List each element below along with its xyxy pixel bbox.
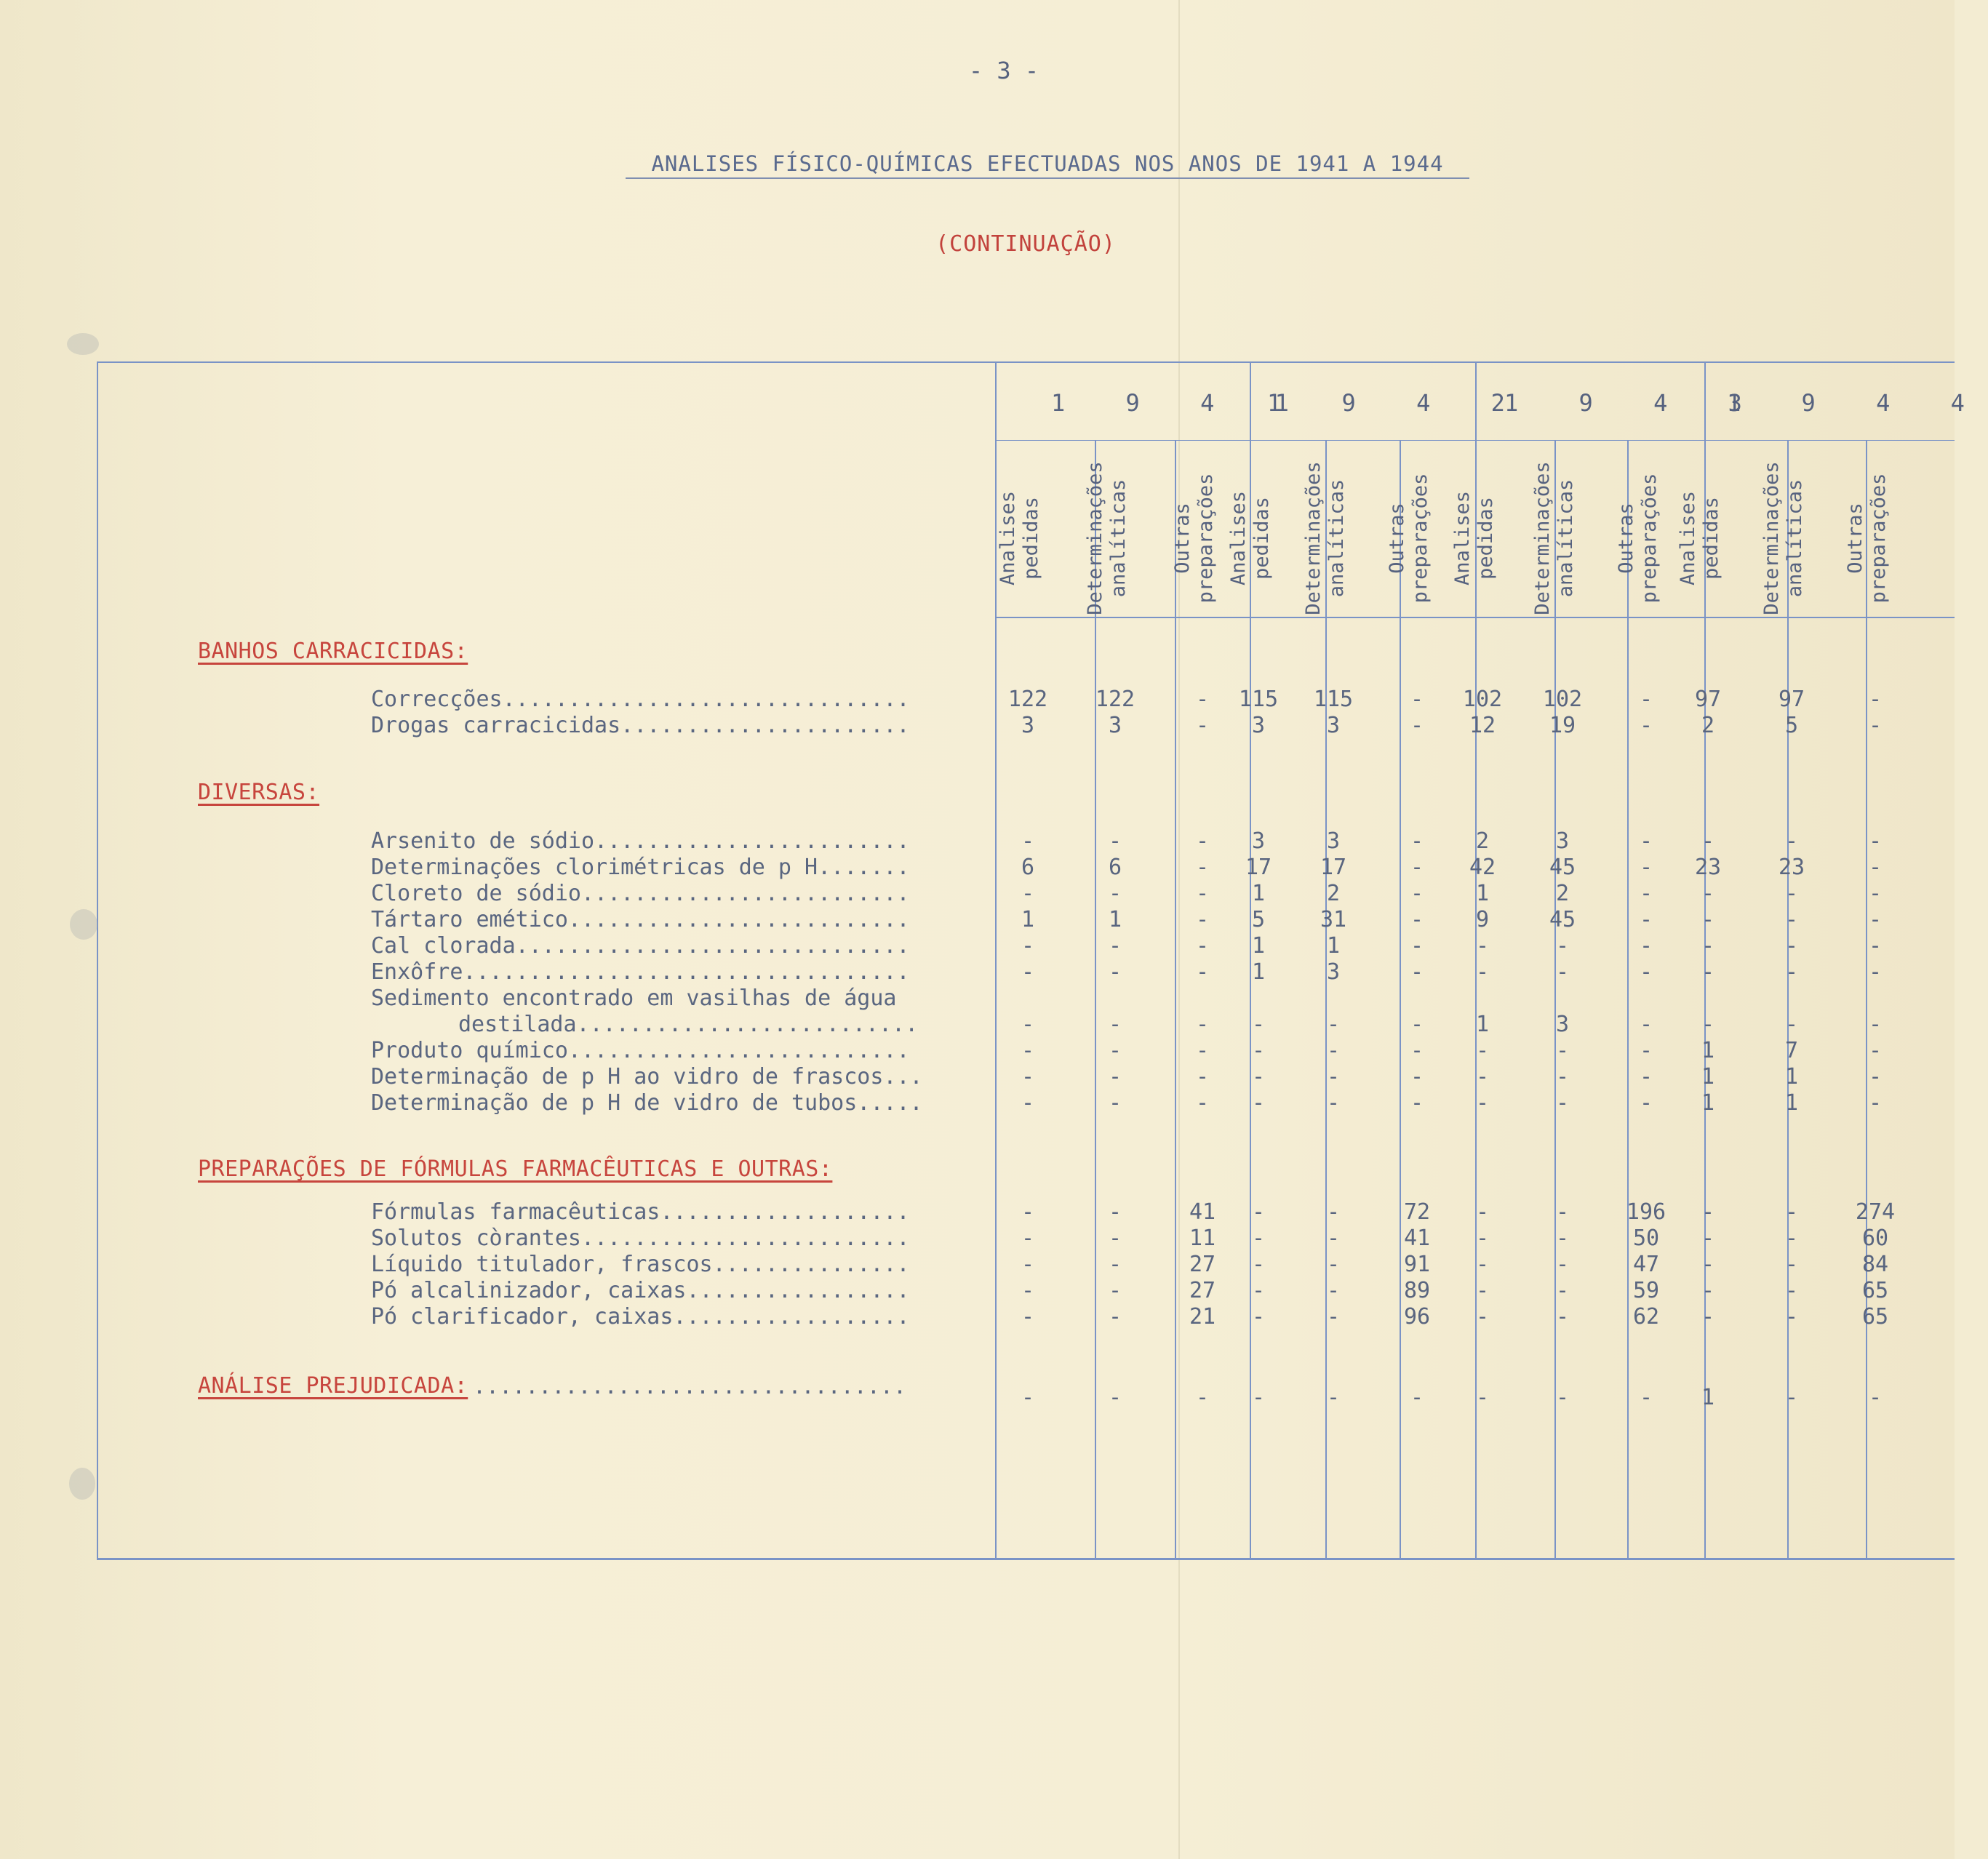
table-cell: 196 [1626, 1199, 1666, 1225]
table-cell: - [1326, 1038, 1341, 1063]
table-cell: - [1475, 959, 1490, 985]
table-cell: - [1108, 1385, 1122, 1410]
table-cell: - [1021, 1064, 1035, 1090]
column-header-line2: preparações [1409, 473, 1432, 604]
table-cell: - [1021, 1252, 1035, 1277]
table-cell: - [1555, 1278, 1570, 1303]
table-cell: 7 [1784, 1038, 1799, 1063]
table-cell: 1 [1021, 907, 1035, 932]
table-cell: - [1195, 907, 1210, 932]
table-cell: - [1868, 713, 1883, 738]
year-1944-header: 1 9 4 4 [1727, 389, 1988, 417]
table-cell: - [1251, 1199, 1266, 1225]
table-cell: 274 [1855, 1199, 1896, 1225]
table-cell: - [1868, 959, 1883, 985]
row-label: Drogas carracicidas...................... [371, 713, 910, 738]
table-cell: - [1195, 1038, 1210, 1063]
table-cell: - [1701, 1226, 1715, 1251]
table-cell: - [1784, 1304, 1799, 1330]
section-heading: DIVERSAS: [198, 780, 320, 805]
table-cell: - [1410, 959, 1424, 985]
table-cell: - [1639, 713, 1653, 738]
table-cell: 2 [1701, 713, 1715, 738]
row-label: Cal clorada.............................. [371, 933, 910, 959]
table-cell: - [1639, 933, 1653, 959]
row-label: Líquido titulador, frascos............... [371, 1252, 910, 1277]
table-cell: - [1410, 687, 1424, 712]
table-cell: - [1475, 1304, 1490, 1330]
table-cell: - [1868, 1090, 1883, 1116]
table-cell: 11 [1189, 1226, 1216, 1251]
table-cell: 1 [1326, 933, 1341, 959]
table-cell: - [1021, 1304, 1035, 1330]
column-header-line1: Outras [1615, 503, 1637, 574]
column-header [1451, 451, 1498, 625]
table-cell: 1 [1701, 1090, 1715, 1116]
table-cell: - [1195, 959, 1210, 985]
table-cell: 2 [1326, 881, 1341, 906]
table-cell: - [1108, 1090, 1122, 1116]
table-cell: - [1701, 1199, 1715, 1225]
table-cell: - [1021, 881, 1035, 906]
table-cell: 115 [1313, 687, 1354, 712]
table-cell: 65 [1861, 1304, 1889, 1330]
table-cell: 1 [1701, 1385, 1715, 1410]
table-cell: - [1410, 933, 1424, 959]
table-cell: - [1021, 959, 1035, 985]
row-label: Cloreto de sódio......................... [371, 881, 910, 906]
section-heading: ANÁLISE PREJUDICADA: [198, 1373, 468, 1399]
table-cell: - [1410, 1064, 1424, 1090]
table-cell: - [1410, 828, 1424, 854]
table-cell: - [1108, 1226, 1122, 1251]
table-cell: 3 [1251, 828, 1266, 854]
column-header [1386, 451, 1432, 625]
column-header-line1: Analises [1227, 490, 1250, 586]
table-cell: - [1868, 687, 1883, 712]
table-cell: 2 [1475, 828, 1490, 854]
row-label: Tártaro emético.......................... [371, 907, 910, 932]
column-header-line1: Analises [997, 490, 1019, 586]
table-cell: - [1555, 1090, 1570, 1116]
table-cell: - [1475, 1278, 1490, 1303]
table-cell: 42 [1469, 855, 1496, 880]
table-cell: - [1251, 1012, 1266, 1037]
table-cell: - [1868, 828, 1883, 854]
table-cell: - [1108, 881, 1122, 906]
table-cell: 97 [1694, 687, 1722, 712]
table-cell: - [1021, 1012, 1035, 1037]
table-cell: - [1108, 1038, 1122, 1063]
table-cell: - [1784, 933, 1799, 959]
table-cell: - [1868, 1012, 1883, 1037]
table-cell: - [1021, 1038, 1035, 1063]
table-cell: - [1475, 933, 1490, 959]
table-cell: - [1195, 1385, 1210, 1410]
section-heading: PREPARAÇÕES DE FÓRMULAS FARMACÊUTICAS E OUTRAS: [198, 1156, 833, 1182]
table-cell: - [1326, 1012, 1341, 1037]
table-cell: - [1475, 1090, 1490, 1116]
table-cell: 45 [1549, 907, 1576, 932]
table-cell: - [1639, 1385, 1653, 1410]
table-cell: 60 [1861, 1226, 1889, 1251]
table-cell: - [1784, 1252, 1799, 1277]
table-cell: - [1639, 1064, 1653, 1090]
table-bottom-border [97, 1558, 1955, 1560]
table-cell: - [1868, 933, 1883, 959]
table-cell: - [1475, 1199, 1490, 1225]
table-cell: - [1108, 1278, 1122, 1303]
table-cell: - [1410, 1090, 1424, 1116]
section-leader-dots: ................................. [473, 1374, 907, 1399]
table-cell: 122 [1007, 687, 1048, 712]
table-cell: 47 [1632, 1252, 1660, 1277]
table-cell: 27 [1189, 1278, 1216, 1303]
table-cell: - [1555, 933, 1570, 959]
column-header-line1: Outras [1844, 503, 1867, 574]
table-cell: - [1701, 1278, 1715, 1303]
table-cell: - [1021, 828, 1035, 854]
table-cell: - [1251, 1064, 1266, 1090]
table-cell: 31 [1320, 907, 1347, 932]
table-cell: - [1639, 1012, 1653, 1037]
table-cell: - [1555, 1064, 1570, 1090]
table-cell: - [1410, 881, 1424, 906]
table-cell: - [1475, 1252, 1490, 1277]
table-cell: - [1108, 1012, 1122, 1037]
paper-stain [69, 1468, 95, 1500]
table-cell: - [1701, 1012, 1715, 1037]
table-cell: - [1108, 1304, 1122, 1330]
table-cell: 3 [1326, 713, 1341, 738]
row-label: Correcções............................... [371, 687, 910, 712]
column-header [1227, 451, 1274, 625]
table-cell: 5 [1251, 907, 1266, 932]
table-cell: - [1326, 1090, 1341, 1116]
table-cell: 97 [1778, 687, 1805, 712]
table-top-border [97, 361, 1955, 363]
column-header-line1: Determinações [1531, 461, 1554, 615]
table-cell: 62 [1632, 1304, 1660, 1330]
table-cell: 27 [1189, 1252, 1216, 1277]
table-cell: 96 [1403, 1304, 1431, 1330]
row-label: Determinação de p H de vidro de tubos..... [371, 1090, 923, 1116]
table-cell: - [1784, 828, 1799, 854]
table-cell: 6 [1021, 855, 1035, 880]
table-cell: 3 [1251, 713, 1266, 738]
column-header-line2: preparações [1194, 473, 1217, 604]
column-header-line1: Outras [1386, 503, 1408, 574]
page-subtitle: (CONTINUAÇÃO) [935, 231, 1116, 257]
table-cell: - [1326, 1064, 1341, 1090]
table-cell: - [1326, 1385, 1341, 1410]
column-header-line1: Determinações [1760, 461, 1783, 615]
table-cell: 3 [1326, 828, 1341, 854]
table-cell: - [1108, 1252, 1122, 1277]
column-header [997, 451, 1043, 625]
year-1941-header: 1 9 4 1 [1051, 389, 1312, 417]
table-cell: - [1555, 1199, 1570, 1225]
table-cell: - [1639, 907, 1653, 932]
column-header-line2: analíticas [1325, 479, 1348, 598]
table-cell: 89 [1403, 1278, 1431, 1303]
table-cell: - [1251, 1090, 1266, 1116]
column-header [1760, 451, 1807, 625]
column-header [1302, 451, 1349, 625]
table-cell: 102 [1542, 687, 1583, 712]
table-cell: - [1639, 687, 1653, 712]
table-cell: - [1195, 713, 1210, 738]
table-cell: 1 [1784, 1064, 1799, 1090]
table-cell: 5 [1784, 713, 1799, 738]
table-cell: 19 [1549, 713, 1576, 738]
table-cell: - [1639, 828, 1653, 854]
table-cell: - [1326, 1199, 1341, 1225]
table-cell: - [1784, 1385, 1799, 1410]
row-label: Pó clarificador, caixas.................. [371, 1304, 910, 1330]
table-cell: - [1021, 933, 1035, 959]
table-cell: 91 [1403, 1252, 1431, 1277]
table-cell: - [1410, 855, 1424, 880]
table-cell: - [1195, 881, 1210, 906]
table-cell: 1 [1251, 933, 1266, 959]
table-cell: - [1410, 1038, 1424, 1063]
table-cell: 102 [1462, 687, 1503, 712]
table-cell: 72 [1403, 1199, 1431, 1225]
table-cell: - [1701, 828, 1715, 854]
table-cell: - [1251, 1278, 1266, 1303]
table-cell: 65 [1861, 1278, 1889, 1303]
table-left-border [97, 361, 98, 1559]
table-cell: - [1108, 828, 1122, 854]
column-header-line2: pedidas [1700, 497, 1722, 580]
table-cell: - [1251, 1226, 1266, 1251]
table-cell: 23 [1778, 855, 1805, 880]
year-1943-header: 1 9 4 3 [1504, 389, 1765, 417]
table-cell: - [1475, 1038, 1490, 1063]
table-cell: - [1555, 1252, 1570, 1277]
table-cell: - [1251, 1385, 1266, 1410]
row-label-continuation: destilada.......................... [458, 1012, 919, 1037]
column-header [1844, 451, 1891, 625]
table-cell: - [1868, 907, 1883, 932]
table-cell: - [1701, 1252, 1715, 1277]
table-cell: - [1410, 1012, 1424, 1037]
column-header-line2: pedidas [1250, 497, 1273, 580]
table-cell: - [1639, 881, 1653, 906]
page-number: - 3 - [968, 57, 1039, 84]
table-cell: - [1784, 907, 1799, 932]
table-cell: - [1475, 1385, 1490, 1410]
table-cell: - [1639, 855, 1653, 880]
table-cell: 23 [1694, 855, 1722, 880]
table-cell: - [1326, 1252, 1341, 1277]
table-cell: 3 [1555, 828, 1570, 854]
column-header-line1: Analises [1451, 490, 1474, 586]
table-cell: - [1784, 881, 1799, 906]
table-cell: 1 [1251, 881, 1266, 906]
table-cell: - [1410, 713, 1424, 738]
table-cell: 3 [1555, 1012, 1570, 1037]
column-header [1677, 451, 1723, 625]
table-cell: - [1701, 959, 1715, 985]
year-1942-header: 1 9 4 2 [1267, 389, 1528, 417]
table-cell: 1 [1701, 1038, 1715, 1063]
table-cell: - [1326, 1304, 1341, 1330]
table-cell: 115 [1238, 687, 1279, 712]
table-cell: 6 [1108, 855, 1122, 880]
row-label: Solutos còrantes......................... [371, 1226, 910, 1251]
table-cell: - [1784, 1278, 1799, 1303]
table-cell: - [1251, 1252, 1266, 1277]
table-cell: 12 [1469, 713, 1496, 738]
table-cell: - [1555, 1385, 1570, 1410]
table-cell: - [1108, 959, 1122, 985]
row-label: Produto químico.......................... [371, 1038, 910, 1063]
column-header-line2: preparações [1867, 473, 1890, 604]
table-cell: - [1021, 1385, 1035, 1410]
table-cell: 1 [1108, 907, 1122, 932]
table-cell: - [1784, 1012, 1799, 1037]
table-cell: - [1555, 1226, 1570, 1251]
table-cell: - [1410, 1385, 1424, 1410]
table-cell: - [1326, 1226, 1341, 1251]
table-cell: - [1555, 1304, 1570, 1330]
table-cell: - [1021, 1090, 1035, 1116]
table-cell: 59 [1632, 1278, 1660, 1303]
table-cell: - [1639, 959, 1653, 985]
table-cell: - [1195, 855, 1210, 880]
table-cell: - [1108, 1199, 1122, 1225]
table-cell: - [1868, 1038, 1883, 1063]
page-title: ANALISES FÍSICO-QUÍMICAS EFECTUADAS NOS ANOS DE 1941 A 1944 [626, 151, 1469, 179]
table-cell: 3 [1326, 959, 1341, 985]
table-cell: 3 [1108, 713, 1122, 738]
table-cell: - [1701, 881, 1715, 906]
table-cell: - [1326, 1278, 1341, 1303]
column-header-line1: Outras [1171, 503, 1194, 574]
row-label: Pó alcalinizador, caixas................. [371, 1278, 910, 1303]
table-cell: 21 [1189, 1304, 1216, 1330]
column-header-line2: analíticas [1784, 479, 1806, 598]
table-cell: - [1701, 933, 1715, 959]
column-header-line1: Determinações [1302, 461, 1325, 615]
table-cell: - [1475, 1064, 1490, 1090]
table-cell: - [1251, 1304, 1266, 1330]
table-cell: 9 [1475, 907, 1490, 932]
table-cell: - [1251, 1038, 1266, 1063]
table-cell: - [1868, 1385, 1883, 1410]
table-cell: - [1475, 1226, 1490, 1251]
table-cell: - [1195, 1012, 1210, 1037]
table-cell: - [1195, 1090, 1210, 1116]
column-header [1171, 451, 1218, 625]
row-label: Fórmulas farmacêuticas................... [371, 1199, 910, 1225]
column-header-line2: pedidas [1020, 497, 1042, 580]
table-cell: 1 [1701, 1064, 1715, 1090]
table-cell: - [1195, 828, 1210, 854]
section-heading: BANHOS CARRACICIDAS: [198, 639, 468, 664]
table-cell: 17 [1320, 855, 1347, 880]
table-cell: 3 [1021, 713, 1035, 738]
table-cell: - [1784, 1226, 1799, 1251]
table-cell: 1 [1784, 1090, 1799, 1116]
table-cell: 1 [1475, 1012, 1490, 1037]
column-header-line2: preparações [1638, 473, 1661, 604]
table-cell: - [1868, 855, 1883, 880]
table-cell: 122 [1095, 687, 1135, 712]
table-cell: 41 [1189, 1199, 1216, 1225]
column-header-line1: Analises [1677, 490, 1699, 586]
row-label: Enxôfre.................................. [371, 959, 910, 985]
table-cell: - [1195, 1064, 1210, 1090]
column-header-line2: pedidas [1474, 497, 1497, 580]
column-header [1615, 451, 1661, 625]
table-cell: 17 [1245, 855, 1272, 880]
row-label: Sedimento encontrado em vasilhas de água [371, 986, 897, 1011]
column-header [1084, 451, 1130, 625]
table-cell: - [1555, 1038, 1570, 1063]
table-cell: - [1701, 907, 1715, 932]
table-cell: 2 [1555, 881, 1570, 906]
table-cell: 50 [1632, 1226, 1660, 1251]
table-cell: - [1021, 1226, 1035, 1251]
table-cell: 45 [1549, 855, 1576, 880]
column-header-line1: Determinações [1084, 461, 1106, 615]
column-header [1531, 451, 1578, 625]
table-cell: - [1108, 933, 1122, 959]
table-cell: - [1108, 1064, 1122, 1090]
column-header-line2: analíticas [1107, 479, 1130, 598]
table-cell: - [1021, 1199, 1035, 1225]
table-cell: - [1021, 1278, 1035, 1303]
column-header-line2: analíticas [1554, 479, 1577, 598]
table-cell: 1 [1475, 881, 1490, 906]
row-label: Determinações clorimétricas de p H....... [371, 855, 910, 880]
table-cell: - [1639, 1038, 1653, 1063]
table-cell: - [1195, 687, 1210, 712]
table-cell: - [1868, 881, 1883, 906]
table-cell: - [1701, 1304, 1715, 1330]
paper-stain [67, 333, 99, 355]
row-label: Arsenito de sódio........................ [371, 828, 910, 854]
table-cell: - [1410, 907, 1424, 932]
table-cell: - [1784, 959, 1799, 985]
table-cell: - [1555, 959, 1570, 985]
row-label: Determinação de p H ao vidro de frascos... [371, 1064, 923, 1090]
table-cell: - [1639, 1090, 1653, 1116]
table-cell: - [1868, 1064, 1883, 1090]
table-cell: 41 [1403, 1226, 1431, 1251]
paper-stain [70, 909, 97, 940]
table-cell: - [1195, 933, 1210, 959]
table-cell: 84 [1861, 1252, 1889, 1277]
table-cell: - [1784, 1199, 1799, 1225]
table-cell: 1 [1251, 959, 1266, 985]
